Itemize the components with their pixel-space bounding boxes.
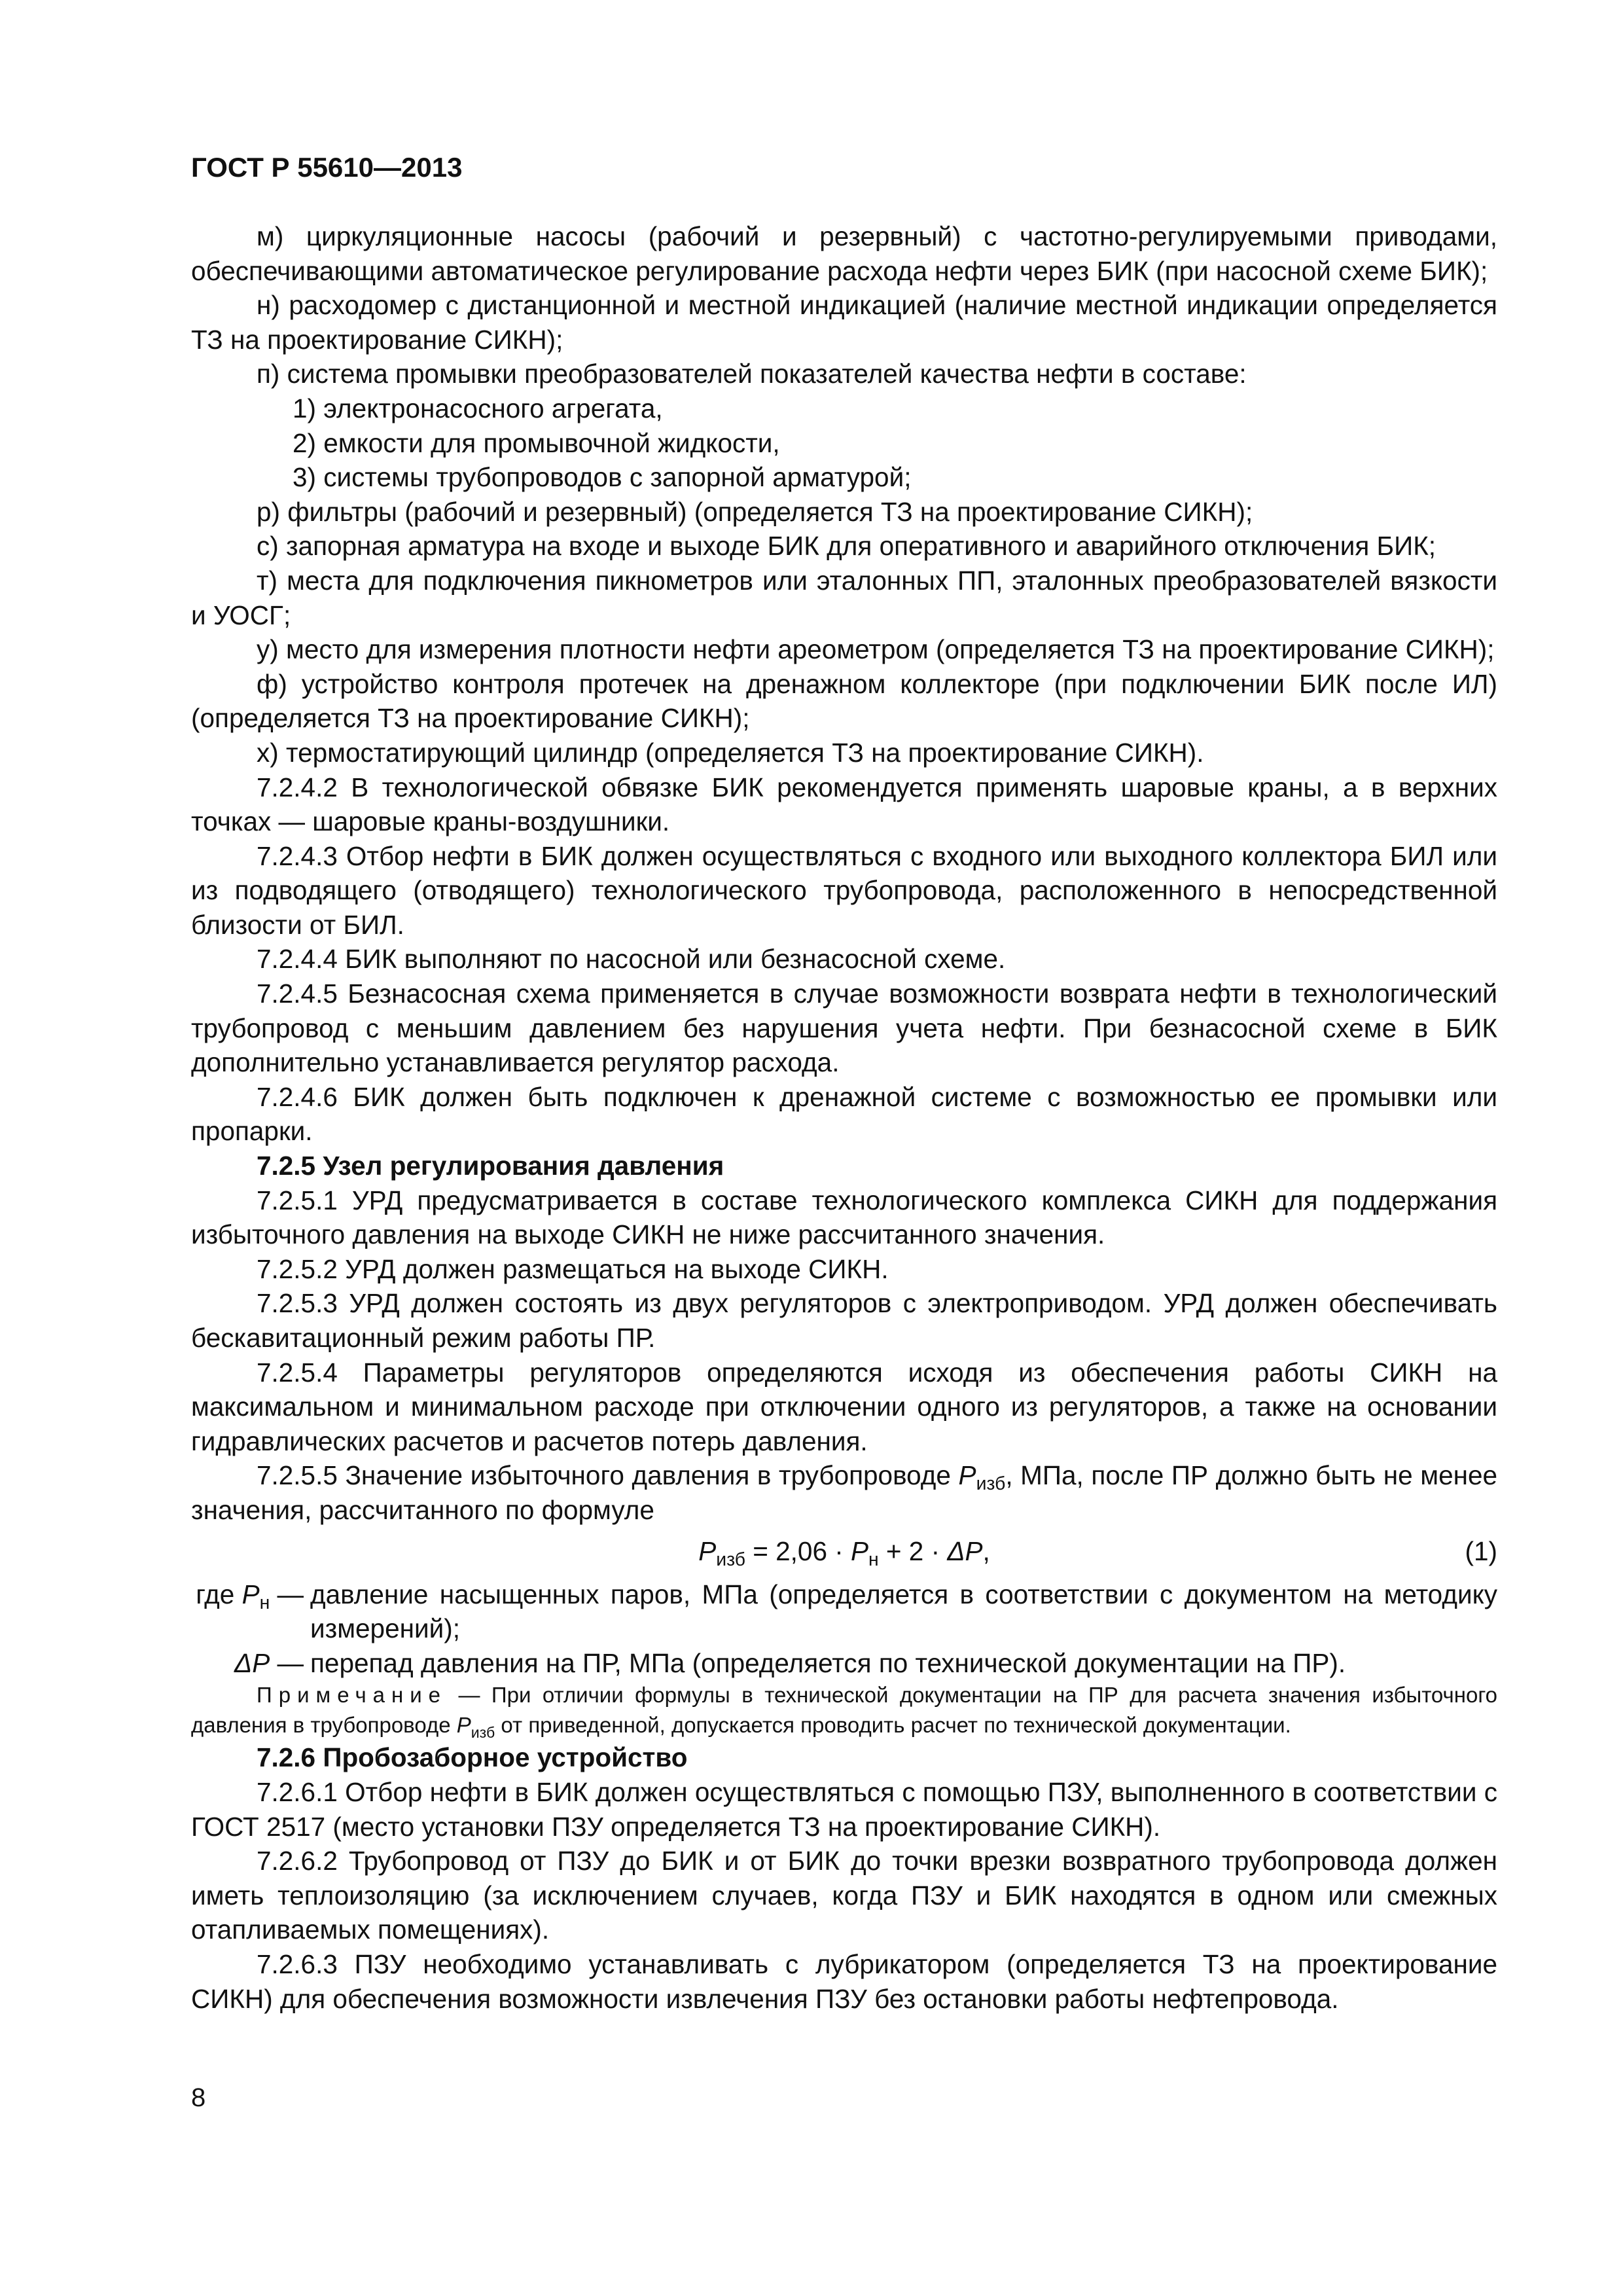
note	[191, 1680, 1497, 1740]
legend-desc-pn: давление насыщенных паров, МПа (определяется в соответствии с документом на методику измерений);	[310, 1579, 1497, 1644]
formula-lhs-symbol: P	[698, 1535, 717, 1566]
formula-dp-symbol: ΔP	[947, 1535, 983, 1566]
page-content	[191, 219, 1497, 2016]
list-item-m: м) циркуляционные насосы (рабочий и резервный) с частотно-регулируемыми приводами, обеспечивающими автоматическое регулирование расхода нефти через БИК (при насосной схеме БИК);	[191, 221, 1497, 286]
formula-lhs-subscript: изб	[716, 1549, 745, 1570]
legend-prefix: где	[196, 1579, 242, 1609]
formula-number: (1)	[1465, 1535, 1497, 1566]
legend-symbol-dp	[191, 1646, 310, 1681]
note-text-a: — При отличии формулы в технической документации на ПР для расчета значения избыточного давления в трубопроводе	[191, 1683, 1497, 1738]
clause-7-2-4-4: 7.2.4.4 БИК выполняют по насосной или безнасосной схеме.	[257, 944, 1006, 975]
clause-7-2-5-3: 7.2.5.3 УРД должен состоять из двух регуляторов с электроприводом. УРД должен обеспечивать бескавитационный режим работы ПР.	[191, 1288, 1497, 1353]
note-label: Примечание	[257, 1683, 448, 1708]
list-item-r: р) фильтры (рабочий и резервный) (определяется ТЗ на проектирование СИКН);	[257, 496, 1253, 527]
clause-7-2-5-5-text-b: , МПа, после ПР должно быть не менее значения, рассчитанного по формуле	[191, 1460, 1498, 1525]
list-item-f: ф) устройство контроля протечек на дренажном коллекторе (при подключении БИК после ИЛ) (определяется ТЗ на проектирование СИКН);	[191, 668, 1497, 734]
section-heading-7-2-5: 7.2.5 Узел регулирования давления	[257, 1151, 724, 1181]
legend-pn-subscript: н	[259, 1592, 270, 1613]
clause-7-2-5-1: 7.2.5.1 УРД предусматривается в составе технологического комплекса СИКН для поддержания избыточного давления на выходе СИКН не ниже рассчитанного значения.	[191, 1185, 1497, 1250]
note-subscript: изб	[471, 1724, 495, 1742]
legend-symbol-pn	[191, 1577, 310, 1646]
formula-legend	[191, 1577, 1497, 1681]
clause-7-2-4-5: 7.2.4.5 Безнасосная схема применяется в случае возможности возврата нефти в технологический трубопровод с меньшим давлением без нарушения учета нефти. При безнасосной схеме в БИК дополнительно устанавливается регулятор расхода.	[191, 978, 1497, 1078]
legend-dp-symbol: ΔP	[234, 1647, 270, 1678]
legend-desc-dp: перепад давления на ПР, МПа (определяется по технической документации на ПР).	[310, 1647, 1346, 1678]
clause-7-2-5-2: 7.2.5.2 УРД должен размещаться на выходе СИКН.	[257, 1253, 889, 1284]
legend-dash-1: —	[270, 1579, 304, 1609]
clause-7-2-4-2: 7.2.4.2 В технологической обвязке БИК рекомендуется применять шаровые краны, а в верхних точках — шаровые краны-воздушники.	[191, 772, 1497, 837]
pressure-symbol: P	[958, 1460, 976, 1491]
clause-7-2-5-5	[191, 1458, 1497, 1527]
clause-7-2-5-5-text-a: 7.2.5.5 Значение избыточного давления в трубопроводе	[257, 1460, 959, 1491]
page-number: 8	[191, 2083, 206, 2112]
list-item-h: х) термостатирующий цилиндр (определяется ТЗ на проектирование СИКН).	[257, 737, 1204, 768]
list-item-p: п) система промывки преобразователей показателей качества нефти в составе:	[257, 359, 1247, 389]
document-header: ГОСТ Р 55610—2013	[191, 152, 463, 183]
formula-1	[191, 1534, 1497, 1573]
sublist-item-2: 2) емкости для промывочной жидкости,	[293, 427, 780, 458]
formula-expression	[191, 1534, 1497, 1569]
list-item-s: с) запорная арматура на входе и выходе БИК для оперативного и аварийного отключения БИК;	[257, 531, 1436, 562]
formula-plus: + 2 ·	[878, 1535, 948, 1566]
pressure-subscript: изб	[976, 1473, 1006, 1495]
formula-pn-symbol: P	[850, 1535, 868, 1566]
legend-pn-symbol: P	[241, 1579, 260, 1609]
clause-7-2-6-2: 7.2.6.2 Трубопровод от ПЗУ до БИК и от БИК до точки врезки возвратного трубопровода должен иметь теплоизоляцию (за исключением случаев, когда ПЗУ и БИК находятся в одном или смежных отапливаемых помещениях).	[191, 1846, 1497, 1945]
list-item-u: у) место для измерения плотности нефти ареометром (определяется ТЗ на проектирование СИКН);	[257, 634, 1495, 665]
clause-7-2-4-6: 7.2.4.6 БИК должен быть подключен к дренажной системе с возможностью ее промывки или пропарки.	[191, 1081, 1497, 1147]
clause-7-2-6-1: 7.2.6.1 Отбор нефти в БИК должен осуществляться с помощью ПЗУ, выполненного в соответствии с ГОСТ 2517 (место установки ПЗУ определяется ТЗ на проектирование СИКН).	[191, 1776, 1497, 1842]
formula-tail: ,	[982, 1535, 990, 1566]
formula-eq: = 2,06 ·	[745, 1535, 851, 1566]
list-item-t: т) места для подключения пикнометров или эталонных ПП, эталонных преобразователей вязкости и УОСГ;	[191, 565, 1497, 630]
note-symbol: P	[456, 1713, 471, 1738]
list-item-n: н) расходомер с дистанционной и местной индикацией (наличие местной индикации определяется ТЗ на проектирование СИКН);	[191, 290, 1497, 355]
section-heading-7-2-6: 7.2.6 Пробозаборное устройство	[257, 1742, 688, 1773]
note-text-b: от приведенной, допускается проводить расчет по технической документации.	[495, 1713, 1291, 1738]
formula-pn-subscript: н	[868, 1549, 879, 1570]
sublist-item-1: 1) электронасосного агрегата,	[293, 393, 663, 423]
sublist-item-3: 3) системы трубопроводов с запорной арматурой;	[293, 462, 912, 493]
clause-7-2-5-4: 7.2.5.4 Параметры регуляторов определяются исходя из обеспечения работы СИКН на максимальном и минимальном расходе при отключении одного из регуляторов, а также на основании гидравлических расчетов и расчетов потерь давления.	[191, 1357, 1497, 1456]
clause-7-2-4-3: 7.2.4.3 Отбор нефти в БИК должен осуществляться с входного или выходного коллектора БИЛ или из подводящего (отводящего) технологического трубопровода, расположенного в непосредственной близости от БИЛ.	[191, 840, 1497, 940]
clause-7-2-6-3: 7.2.6.3 ПЗУ необходимо устанавливать с лубрикатором (определяется ТЗ на проектирование СИКН) для обеспечения возможности извлечения ПЗУ без остановки работы нефтепровода.	[191, 1948, 1497, 2014]
legend-dash-2: —	[270, 1647, 304, 1678]
